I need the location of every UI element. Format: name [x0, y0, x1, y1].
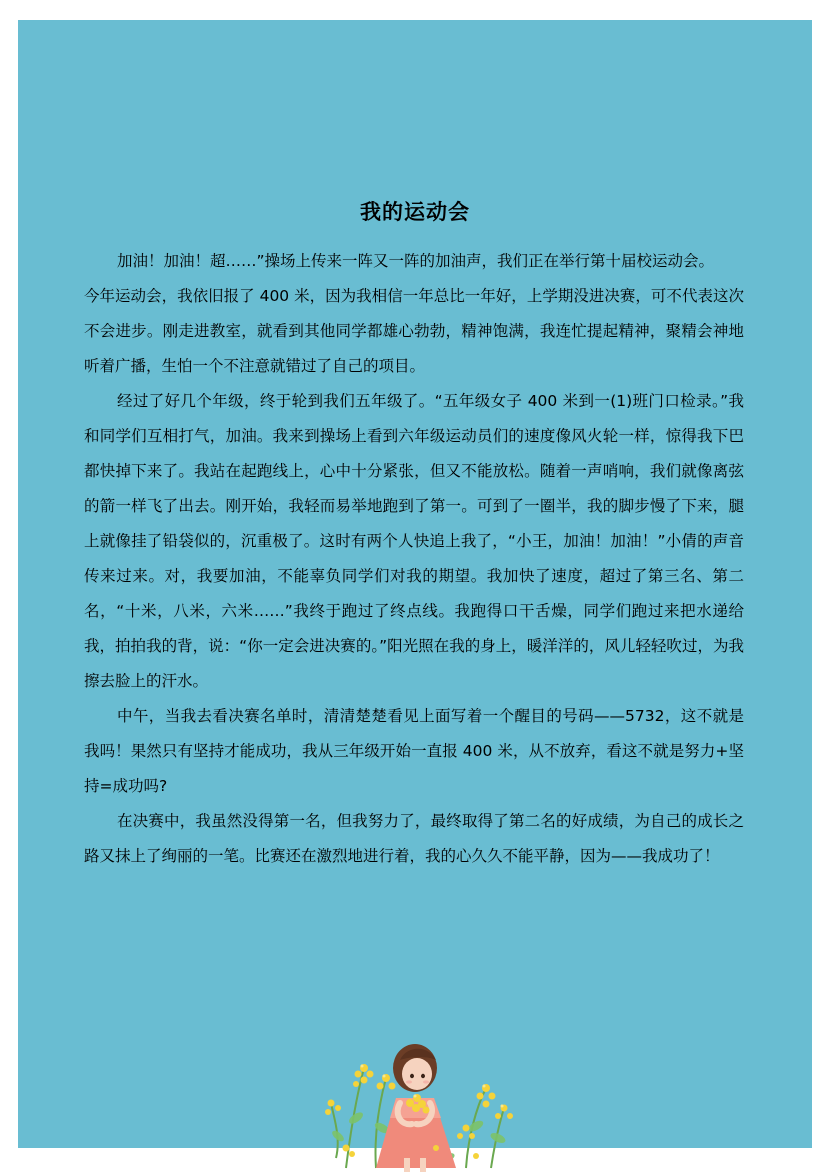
- girl-with-flowers-illustration: [316, 1008, 521, 1174]
- paragraph-1: 加油！加油！超……”操场上传来一阵又一阵的加油声，我们正在举行第十届校运动会。: [117, 252, 715, 270]
- essay-body: [84, 244, 744, 874]
- paragraph-4: 中午，当我去看决赛名单时，清清楚楚看见上面写着一个醒目的号码——5732，这不就是我吗！果然只有坚持才能成功，我从三年级开始一直报 400 米，从不放弃，看这不就是努力+坚持=成功吗?: [84, 707, 744, 795]
- paragraph-3: 经过了好几个年级，终于轮到我们五年级了。“五年级女子 400 米到一(1)班门口检录。”我和同学们互相打气，加油。我来到操场上看到六年级运动员们的速度像风火轮一样，惊得我下巴都快掉下来了。我站在起跑线上，心中十分紧张，但又不能放松。随着一声哨响，我们就像离弦的箭一样飞了出去。刚开始，我轻而易举地跑到了第一。可到了一圈半，我的脚步慢了下来，腿上就像挂了铅袋似的，沉重极了。这时有两个人快追上我了，“小王，加油！加油！”小倩的声音传来过来。对，我要加油，不能辜负同学们对我的期望。我加快了速度，超过了第三名、第二名，“十米，八米，六米……”我终于跑过了终点线。我跑得口干舌燥，同学们跑过来把水递给我，拍拍我的背，说：“你一定会进决赛的。”阳光照在我的身上，暖洋洋的，风儿轻轻吹过，为我擦去脸上的汗水。: [84, 392, 744, 690]
- page-title: 我的运动会: [360, 200, 470, 224]
- paragraph-2: 今年运动会，我依旧报了 400 米，因为我相信一年总比一年好，上学期没进决赛，可不代表这次不会进步。刚走进教室，就看到其他同学都雄心勃勃，精神饱满，我连忙提起精神，聚精会神地听着广播，生怕一个不注意就错过了自己的项目。: [84, 287, 744, 375]
- paragraph-5: 在决赛中，我虽然没得第一名，但我努力了，最终取得了第二名的好成绩，为自己的成长之路又抹上了绚丽的一笔。比赛还在激烈地进行着，我的心久久不能平静，因为——我成功了！: [84, 812, 744, 865]
